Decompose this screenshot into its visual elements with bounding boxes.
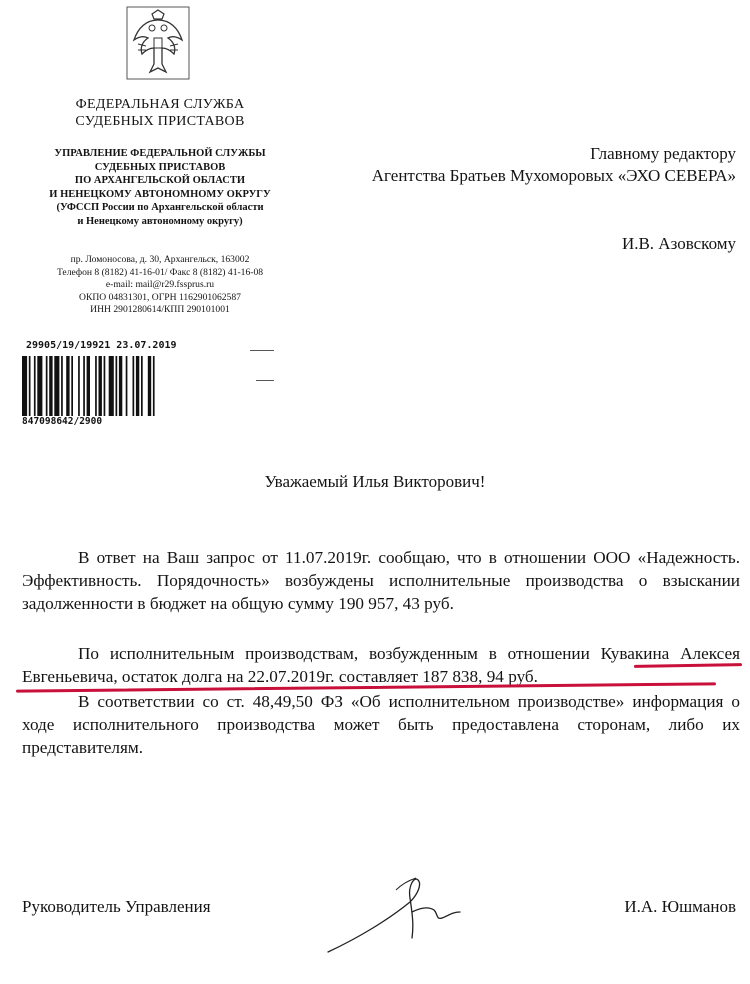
okpo-line: ОКПО 04831301, ОГРН 1162901062587 <box>79 291 241 303</box>
divider <box>250 350 274 351</box>
paragraph-1: В ответ на Ваш запрос от 11.07.2019г. сообщаю, что в отношении ООО «Надежность. Эффективность. Порядочность» возбуждены исполнительные производства о взыскании задолженности в бюджет на общую сумму 190 957, 43 руб. <box>22 548 740 613</box>
agency-line: СУДЕБНЫХ ПРИСТАВОВ <box>75 114 245 129</box>
addressee-name: И.В. Азовскому <box>621 234 736 253</box>
department-line: УПРАВЛЕНИЕ ФЕДЕРАЛЬНОЙ СЛУЖБЫ <box>54 148 266 159</box>
coat-of-arms-icon <box>126 6 190 80</box>
addressee-organization: Агентства Братьев Мухоморовых «ЭХО СЕВЕРА» <box>371 166 736 185</box>
address-line: пр. Ломоносова, д. 30, Архангельск, 163002 <box>70 254 250 265</box>
addressee-title: Главному редактору <box>590 144 736 163</box>
signatory-name: И.А. Юшманов <box>624 897 736 916</box>
signature-icon <box>318 868 468 958</box>
department-block <box>30 147 290 229</box>
barcode <box>22 356 198 416</box>
greeting: Уважаемый Илья Викторович! <box>264 472 486 491</box>
department-line: (УФССП России по Архангельской области <box>56 202 264 214</box>
inn-line: ИНН 2901280614/КПП 290101001 <box>90 304 230 316</box>
paragraph-2: По исполнительным производствам, возбужденным в отношении Кувакина Алексея Евгеньевича, остаток долга на 22.07.2019г. составляет 187 838, 94 руб. <box>22 644 740 686</box>
department-line: ПО АРХАНГЕЛЬСКОЙ ОБЛАСТИ <box>74 175 246 187</box>
department-line: СУДЕБНЫХ ПРИСТАВОВ <box>94 161 226 173</box>
signatory-position: Руководитель Управления <box>22 897 211 916</box>
divider <box>256 380 274 381</box>
department-line: И НЕНЕЦКОМУ АВТОНОМНОМУ ОКРУГУ <box>49 188 271 200</box>
department-line: и Ненецкому автономному округу) <box>77 215 243 227</box>
registration-number: 29905/19/19921 23.07.2019 <box>26 340 177 351</box>
agency-line: ФЕДЕРАЛЬНАЯ СЛУЖБА <box>75 97 245 112</box>
email-line: e-mail: mail@r29.fssprus.ru <box>105 279 215 291</box>
paragraph-3: В соответствии со ст. 48,49,50 ФЗ «Об исполнительном производстве» информация о ходе исполнительного производства может быть предоставлена сторонам, либо их представителям. <box>22 692 740 757</box>
agency-name <box>30 96 290 130</box>
barcode-number: 847098642/2900 <box>22 416 103 427</box>
phone-line: Телефон 8 (8182) 41-16-01/ Факс 8 (8182) 41-16-08 <box>56 266 264 278</box>
contacts-block <box>44 254 276 317</box>
